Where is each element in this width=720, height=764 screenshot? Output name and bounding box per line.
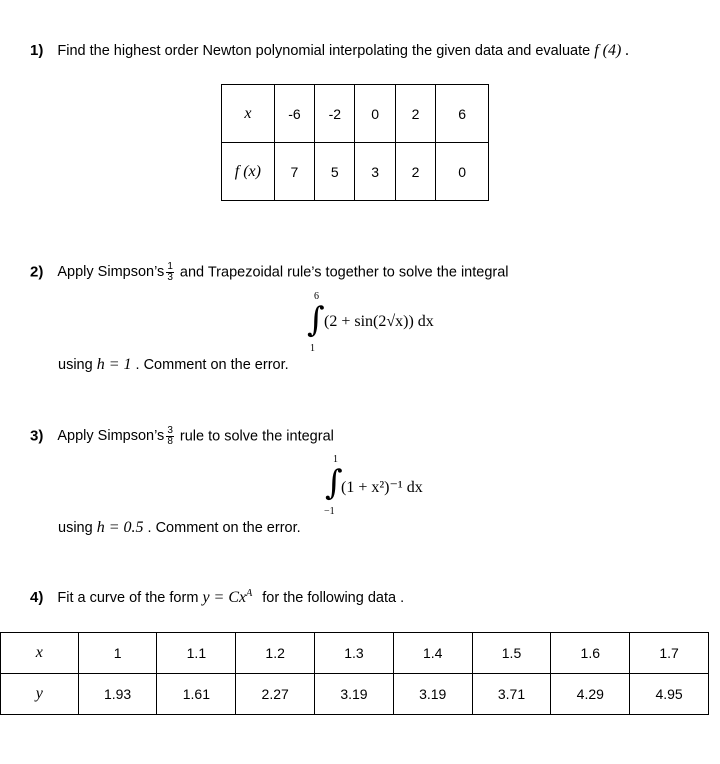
integral-lower-limit: 1 [310, 343, 315, 354]
table-cell: 6 [436, 85, 489, 143]
table-row [222, 85, 489, 143]
table-cell: 4.29 [551, 674, 630, 715]
math-expression: h = 0.5 [96, 519, 144, 536]
question-4 [30, 588, 404, 607]
integral-upper-limit: 6 [314, 291, 319, 302]
integral-lower-limit: −1 [324, 506, 335, 517]
fraction [166, 426, 174, 447]
question-text: rule to solve the integral [179, 428, 334, 445]
table-cell: 1.2 [236, 633, 315, 674]
question-text: Apply Simpson’s [57, 264, 165, 281]
integrand: (1 + x²)⁻¹ dx [341, 479, 423, 496]
using-text: . Comment on the error. [147, 520, 301, 536]
table-cell: 1.4 [393, 633, 472, 674]
integral-icon: ∫ [325, 463, 343, 503]
row-label: y [1, 674, 79, 715]
using-text: using [58, 357, 93, 373]
table-cell: 1.93 [78, 674, 157, 715]
using-text: . Comment on the error. [135, 357, 289, 373]
fraction-denominator: 3 [167, 272, 173, 283]
integral-upper-limit: 1 [333, 454, 338, 465]
table-cell: 1.6 [551, 633, 630, 674]
table-cell: 1.7 [630, 633, 709, 674]
question-text: Find the highest order Newton polynomial interpolating the given data and evaluate [57, 43, 591, 59]
table-cell: 0 [436, 143, 489, 201]
math-expression: h = 1 [96, 356, 132, 373]
data-table-2 [0, 632, 709, 715]
math-expression: f (4) . [594, 42, 630, 59]
fraction-numerator: 3 [167, 425, 173, 436]
question-text: Fit a curve of the form [57, 589, 199, 606]
question-text: and Trapezoidal rule’s together to solve the integral [179, 264, 509, 281]
using-line [58, 356, 289, 374]
table-row [222, 143, 489, 201]
question-text: for the following data . [262, 589, 405, 606]
row-label: x [1, 633, 79, 674]
table-cell: 3.19 [393, 674, 472, 715]
question-1 [30, 42, 629, 60]
table-cell: 5 [315, 143, 355, 201]
question-3 [30, 426, 334, 447]
question-2 [30, 262, 509, 283]
table-cell: 2.27 [236, 674, 315, 715]
integrand: (2 + sin(2√x)) dx [324, 313, 434, 330]
question-text: Apply Simpson’s [57, 428, 165, 445]
table-cell: 2 [395, 85, 435, 143]
table-cell: 0 [355, 85, 395, 143]
fraction-denominator: 8 [167, 436, 173, 447]
table-cell: 4.95 [630, 674, 709, 715]
table-cell: 2 [395, 143, 435, 201]
table-cell: 1.5 [472, 633, 551, 674]
fraction [166, 262, 174, 283]
using-text: using [58, 520, 93, 536]
table-cell: -2 [315, 85, 355, 143]
math-expression: y = Cx [202, 588, 247, 606]
question-number: 4) [30, 588, 44, 606]
table-row [1, 633, 709, 674]
table-cell: 3.71 [472, 674, 551, 715]
table-cell: -6 [274, 85, 314, 143]
using-line [58, 519, 301, 537]
question-number: 1) [30, 42, 44, 59]
table-cell: 1.3 [315, 633, 394, 674]
table-cell: 3 [355, 143, 395, 201]
question-number: 3) [30, 427, 44, 445]
table-cell: 1.1 [157, 633, 236, 674]
integral-icon: ∫ [307, 300, 325, 340]
row-label: f (x) [222, 143, 275, 201]
table-row [1, 674, 709, 715]
data-table-1 [221, 84, 489, 201]
row-label: x [222, 85, 275, 143]
table-cell: 1 [78, 633, 157, 674]
table-cell: 3.19 [315, 674, 394, 715]
question-number: 2) [30, 263, 44, 281]
table-cell: 1.61 [157, 674, 236, 715]
fraction-numerator: 1 [167, 261, 173, 272]
table-cell: 7 [274, 143, 314, 201]
math-exponent: A [246, 588, 253, 599]
